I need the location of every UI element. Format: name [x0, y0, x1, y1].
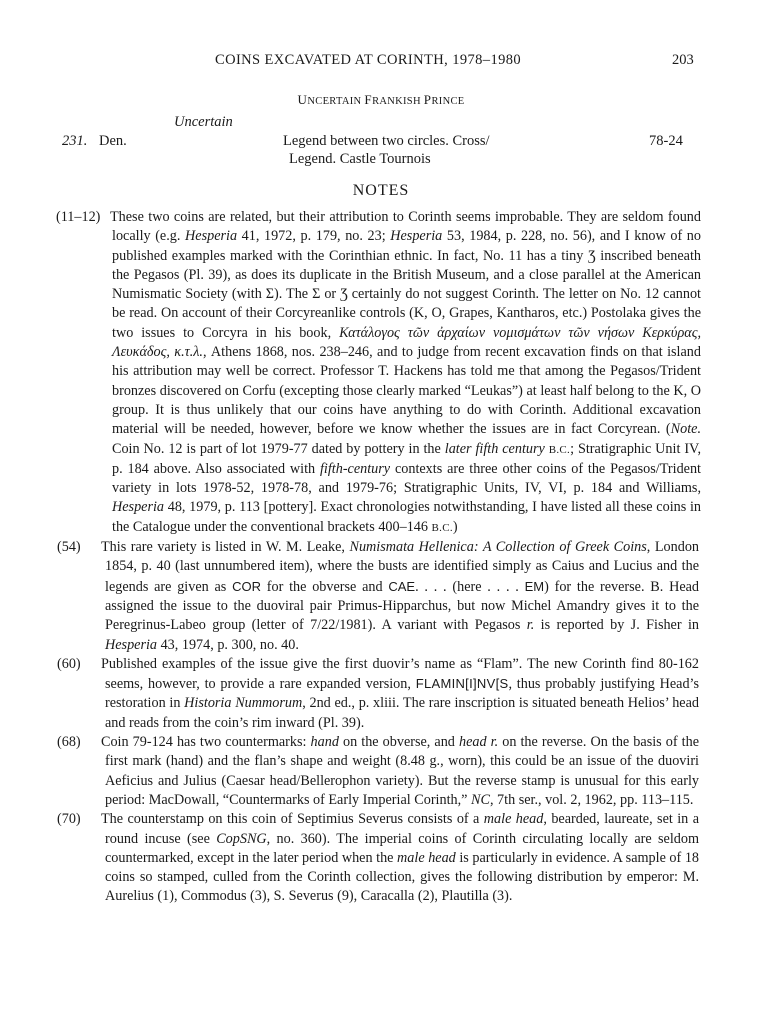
- notes-list: [0, 208, 762, 907]
- catalog-denomination: Den.: [99, 133, 127, 149]
- note-ref: (60): [57, 655, 81, 672]
- note-68: (68) Coin 79-124 has two countermarks: hand on the obverse, and head r. on the reverse. On the basis of the first mark (hand) and the flan’s shape and weight (8.48 g., worn), this could be an issue of the duoviri Aeficius and Julius (Caesar head/Bellerophon variety). But the reverse stamp is unusual for this early period: MacDowall, “Countermarks of Early Imperial Corinth,” NC, 7th ser., vol. 2, 1962, pp. 113–115.: [57, 734, 699, 808]
- section-heading: UNCERTAIN FRANKISH PRINCE: [297, 92, 465, 107]
- catalog-lot: 78-24: [649, 133, 683, 149]
- notes-title: NOTES: [352, 182, 410, 199]
- note-54: (54) This rare variety is listed in W. M. Leake, Numismata Hellenica: A Collection of Greek Coins, London 1854, p. 40 (last unnumbered item), where the busts are identified simply as Caius and Lucius and the legends are given as COR for the obverse and CAE. . . . (here . . . . EM) for the reverse. B. Head assigned the issue to the duoviral pair Primus-Hipparchus, but now Michel Amandry gives it to the Peregrinus-Labeo group (letter of 7/22/1981). A variant with Pegasos r. is reported by J. Fisher in Hesperia 43, 1974, p. 300, no. 40.: [57, 539, 700, 653]
- catalog-description-line2: Legend. Castle Tournois: [289, 151, 431, 167]
- page-number: 203: [672, 52, 694, 68]
- catalog-number: 231.: [62, 133, 88, 149]
- uncertain-label: Uncertain: [174, 114, 233, 130]
- note-ref: (54): [57, 539, 81, 556]
- note-11-12: (11–12) These two coins are related, but their attribution to Corinth seems improbable. They are seldom found locally (e.g. Hesperia 41, 1972, p. 179, no. 23; Hesperia 53, 1984, p. 228, no. 56), and I know of no published examples marked with the Corinthian ethnic. In fact, No. 11 has a tiny Ʒ inscribed beneath the Pegasos (Pl. 39), as does its duplicate in the British Museum, and a close parallel at the American Numismatic Society (with Σ). The Σ or Ʒ certainly do not suggest Corinth. The letter on No. 12 cannot be read. On account of their Corcyreanlike controls (K, O, Grapes, Kantharos, etc.) Postolaka gives the two issues to Corcyra in his book, Κατάλογος τῶν ἀρχαίων νομισμάτων τῶν νήσων Κερκύρας, Λευκάδος, κ.τ.λ., Athens 1868, nos. 238–246, and to judge from recent excavation finds on that island his attribution may well be correct. Professor T. Hackens has told me that among the Pegasos/Trident bronzes discovered on Corfu (excepting those clearly marked “Leukas”) at least half belong to the K, O group. It is thus unlikely that our coins have anything to do with Corinth. Additional excavation material will be needed, however, before we know whether the issues are in fact Corcyrean. (Note. Coin No. 12 is part of lot 1979-77 dated by pottery in the later fifth century B.C.; Stratigraphic Unit IV, p. 184 above. Also associated with fifth-century contexts are three other coins of the Pegasos/Trident variety in lots 1978-52, 1978-78, and 1979-76; Stratigraphic Units, IV, VI, p. 184 and Williams, Hesperia 48, 1979, p. 113 [pottery]. Exact chronologies notwithstanding, I have listed all these coins in the Catalogue under the conventional brackets 400–146 B.C.): [56, 209, 702, 535]
- running-title: COINS EXCAVATED AT CORINTH, 1978–1980: [215, 52, 522, 68]
- note-ref: (68): [57, 734, 81, 751]
- note-ref: (70): [57, 811, 81, 828]
- note-ref: (11–12): [56, 209, 101, 225]
- catalog-description: [283, 132, 513, 168]
- note-60: (60) Published examples of the issue give the first duovir’s name as “Flam”. The new Corinth find 80-162 seems, however, to provide a rare expanded version, FLAMIN[I]NV[S, thus probably justifying Head’s restoration in Historia Nummorum, 2nd ed., p. xliii. The rare inscription is situated beneath Helios’ head and reads from the coin’s rim inward (Pl. 39).: [57, 655, 699, 731]
- catalog-description-line1: Legend between two circles. Cross/: [283, 133, 490, 149]
- note-70: (70) The counterstamp on this coin of Septimius Severus consists of a male head, bearded, laureate, set in a round incuse (see CopSNG, no. 360). The imperial coins of Corinth circulating locally are seldom countermarked, except in the later period when the male head is particularly in evidence. A sample of 18 coins so stamped, culled from the Corinth collection, gives the following distribution by emperor: M. Aurelius (1), Commodus (3), S. Severus (9), Caracalla (2), Plautilla (3).: [57, 811, 700, 905]
